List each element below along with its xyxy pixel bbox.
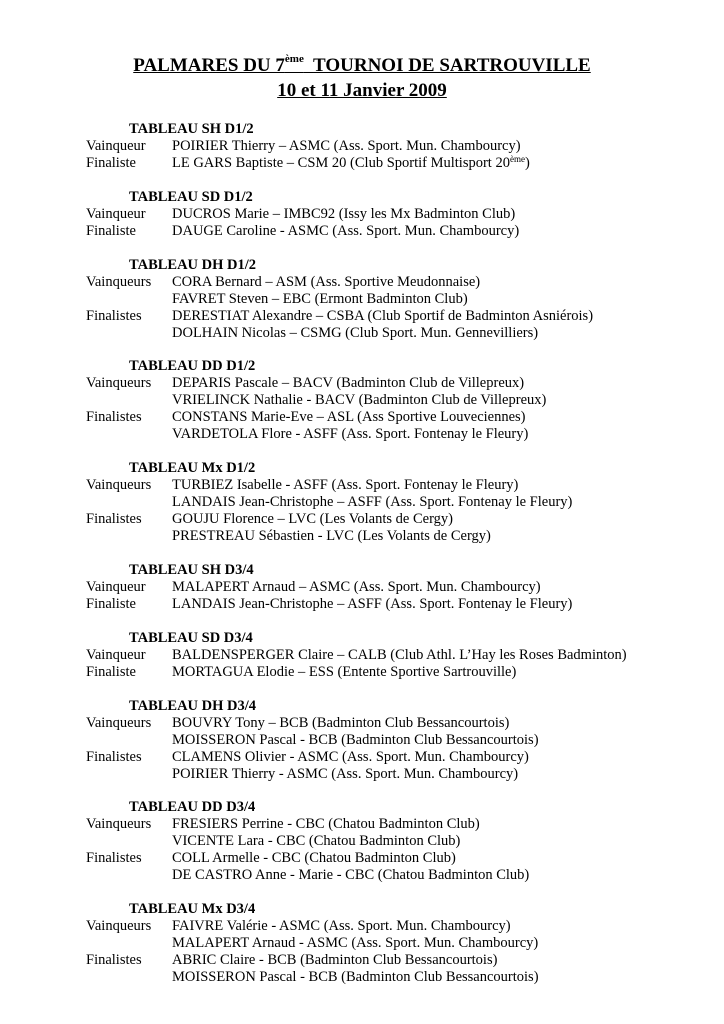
result-row bbox=[86, 375, 706, 392]
result-row bbox=[86, 935, 706, 952]
results-section bbox=[86, 257, 706, 342]
result-entry bbox=[172, 155, 706, 172]
result-entry bbox=[172, 206, 706, 223]
entry-text: DEPARIS Pascale – BACV (Badminton Club de Villepreux) bbox=[172, 375, 525, 392]
entry-text: CLAMENS Olivier - ASMC (Ass. Sport. Mun. Chambourcy) bbox=[172, 748, 529, 765]
section-title: TABLEAU Mx D1/2 bbox=[129, 460, 256, 477]
result-role bbox=[86, 325, 172, 342]
entry-text: DE CASTRO Anne - Marie - CBC (Chatou Badminton Club) bbox=[172, 867, 530, 884]
title-prefix: PALMARES DU 7 bbox=[133, 55, 285, 76]
result-row bbox=[86, 918, 706, 935]
entry-text: MALAPERT Arnaud – ASMC (Ass. Sport. Mun. Chambourcy) bbox=[172, 578, 541, 595]
result-entry bbox=[172, 409, 706, 426]
result-role: Vainqueurs bbox=[86, 477, 152, 494]
entry-text: PRESTREAU Sébastien - LVC (Les Volants de Cergy) bbox=[172, 528, 491, 545]
result-row bbox=[86, 511, 706, 528]
results-section bbox=[86, 189, 706, 240]
entry-text: LE GARS Baptiste – CSM 20 (Club Sportif Multisport 20 bbox=[172, 155, 510, 171]
entry-text: FAVRET Steven – EBC (Ermont Badminton Club) bbox=[172, 290, 468, 307]
result-role: Finalistes bbox=[86, 511, 142, 528]
result-entry bbox=[172, 749, 706, 766]
result-entry bbox=[172, 850, 706, 867]
result-row bbox=[86, 969, 706, 986]
result-entry bbox=[172, 969, 706, 986]
section-title: TABLEAU SD D1/2 bbox=[129, 188, 253, 205]
results-section bbox=[86, 901, 706, 986]
result-row bbox=[86, 138, 706, 155]
result-entry bbox=[172, 732, 706, 749]
result-entry bbox=[172, 596, 706, 613]
result-role bbox=[86, 867, 172, 884]
title-suffix: TOURNOI DE SARTROUVILLE bbox=[313, 55, 591, 76]
document-date: 10 et 11 Janvier 2009 bbox=[277, 80, 447, 101]
entry-text: BOUVRY Tony – BCB (Badminton Club Bessancourtois) bbox=[172, 714, 510, 731]
results-section bbox=[86, 358, 706, 443]
entry-text: VARDETOLA Flore - ASFF (Ass. Sport. Fontenay le Fleury) bbox=[172, 426, 529, 443]
entry-text: GOUJU Florence – LVC (Les Volants de Cergy) bbox=[172, 511, 453, 528]
entry-text: POIRIER Thierry – ASMC (Ass. Sport. Mun. Chambourcy) bbox=[172, 138, 521, 154]
result-row bbox=[86, 206, 706, 223]
result-entry bbox=[172, 833, 706, 850]
section-title: TABLEAU DD D1/2 bbox=[129, 358, 256, 375]
result-row bbox=[86, 732, 706, 749]
result-entry bbox=[172, 511, 706, 528]
result-entry bbox=[172, 308, 706, 325]
result-row bbox=[86, 308, 706, 325]
result-entry bbox=[172, 426, 706, 443]
result-role bbox=[86, 291, 172, 308]
result-role: Vainqueurs bbox=[86, 375, 152, 392]
entry-text: MALAPERT Arnaud - ASMC (Ass. Sport. Mun. Chambourcy) bbox=[172, 935, 539, 952]
result-role: Vainqueurs bbox=[86, 273, 152, 290]
result-role: Vainqueur bbox=[86, 646, 146, 663]
result-entry bbox=[172, 579, 706, 596]
results-section bbox=[86, 121, 706, 172]
result-row bbox=[86, 223, 706, 240]
section-title: TABLEAU SH D3/4 bbox=[129, 561, 254, 578]
entry-superscript: ème bbox=[509, 154, 525, 164]
result-row bbox=[86, 766, 706, 783]
result-entry bbox=[172, 375, 706, 392]
results-section bbox=[86, 460, 706, 545]
result-row bbox=[86, 850, 706, 867]
section-title: TABLEAU DD D3/4 bbox=[129, 799, 256, 816]
entry-text: LANDAIS Jean-Christophe – ASFF (Ass. Sport. Fontenay le Fleury) bbox=[172, 494, 573, 511]
result-row bbox=[86, 155, 706, 172]
result-role: Finaliste bbox=[86, 222, 136, 239]
result-role bbox=[86, 426, 172, 443]
entry-text: MORTAGUA Elodie – ESS (Entente Sportive Sartrouville) bbox=[172, 663, 517, 680]
entry-text: MOISSERON Pascal - BCB (Badminton Club Bessancourtois) bbox=[172, 969, 539, 986]
result-role: Vainqueur bbox=[86, 138, 146, 154]
result-role: Finalistes bbox=[86, 952, 142, 969]
result-role bbox=[86, 494, 172, 511]
result-row bbox=[86, 816, 706, 833]
result-role: Vainqueurs bbox=[86, 816, 152, 833]
result-entry bbox=[172, 494, 706, 511]
result-role bbox=[86, 766, 172, 783]
result-role: Finaliste bbox=[86, 595, 136, 612]
entry-text: DERESTIAT Alexandre – CSBA (Club Sportif de Badminton Asniérois) bbox=[172, 307, 594, 324]
result-entry bbox=[172, 647, 706, 664]
result-row bbox=[86, 833, 706, 850]
result-row bbox=[86, 477, 706, 494]
result-role bbox=[86, 833, 172, 850]
result-row bbox=[86, 274, 706, 291]
result-entry bbox=[172, 477, 706, 494]
result-role bbox=[86, 528, 172, 545]
result-row bbox=[86, 596, 706, 613]
entry-text: TURBIEZ Isabelle - ASFF (Ass. Sport. Fontenay le Fleury) bbox=[172, 477, 519, 494]
result-role: Finalistes bbox=[86, 748, 142, 765]
result-role: Finalistes bbox=[86, 307, 142, 324]
result-role: Vainqueurs bbox=[86, 714, 152, 731]
result-row bbox=[86, 494, 706, 511]
entry-text: FAIVRE Valérie - ASMC (Ass. Sport. Mun. Chambourcy) bbox=[172, 918, 511, 935]
document-title bbox=[0, 54, 724, 78]
result-entry bbox=[172, 952, 706, 969]
section-title: TABLEAU DH D1/2 bbox=[129, 256, 257, 273]
result-entry bbox=[172, 223, 706, 240]
section-title: TABLEAU DH D3/4 bbox=[129, 697, 257, 714]
result-role: Vainqueur bbox=[86, 578, 146, 595]
result-role: Finaliste bbox=[86, 155, 136, 171]
result-entry bbox=[172, 528, 706, 545]
entry-text: DAUGE Caroline - ASMC (Ass. Sport. Mun. Chambourcy) bbox=[172, 222, 520, 239]
results-section bbox=[86, 562, 706, 613]
section-title: TABLEAU Mx D3/4 bbox=[129, 901, 256, 918]
entry-text-end: ) bbox=[524, 155, 530, 171]
section-title: TABLEAU SD D3/4 bbox=[129, 629, 253, 646]
results-section bbox=[86, 630, 706, 681]
result-row bbox=[86, 867, 706, 884]
result-role bbox=[86, 392, 172, 409]
result-row bbox=[86, 749, 706, 766]
result-entry bbox=[172, 392, 706, 409]
entry-text: COLL Armelle - CBC (Chatou Badminton Club) bbox=[172, 850, 456, 867]
result-row bbox=[86, 392, 706, 409]
result-role: Vainqueur bbox=[86, 205, 146, 222]
result-role: Vainqueurs bbox=[86, 918, 152, 935]
result-row bbox=[86, 426, 706, 443]
title-superscript: ème bbox=[284, 53, 304, 65]
result-row bbox=[86, 579, 706, 596]
entry-text: CORA Bernard – ASM (Ass. Sportive Meudonnaise) bbox=[172, 273, 481, 290]
result-entry bbox=[172, 935, 706, 952]
result-entry bbox=[172, 715, 706, 732]
result-entry bbox=[172, 816, 706, 833]
result-entry bbox=[172, 918, 706, 935]
result-row bbox=[86, 664, 706, 681]
entry-text: ABRIC Claire - BCB (Badminton Club Bessancourtois) bbox=[172, 952, 498, 969]
result-role: Finalistes bbox=[86, 409, 142, 426]
entry-text: POIRIER Thierry - ASMC (Ass. Sport. Mun. Chambourcy) bbox=[172, 765, 519, 782]
result-row bbox=[86, 291, 706, 308]
result-role: Finalistes bbox=[86, 850, 142, 867]
result-entry bbox=[172, 138, 706, 155]
entry-text: VICENTE Lara - CBC (Chatou Badminton Club) bbox=[172, 833, 461, 850]
result-row bbox=[86, 325, 706, 342]
entry-text: FRESIERS Perrine - CBC (Chatou Badminton Club) bbox=[172, 816, 480, 833]
results-list bbox=[86, 121, 706, 1003]
entry-text: BALDENSPERGER Claire – CALB (Club Athl. L’Hay les Roses Badminton) bbox=[172, 646, 627, 663]
result-entry bbox=[172, 325, 706, 342]
entry-text: MOISSERON Pascal - BCB (Badminton Club Bessancourtois) bbox=[172, 731, 539, 748]
result-row bbox=[86, 952, 706, 969]
result-entry bbox=[172, 274, 706, 291]
section-title: TABLEAU SH D1/2 bbox=[129, 121, 254, 137]
result-role bbox=[86, 732, 172, 749]
result-row bbox=[86, 409, 706, 426]
entry-text: VRIELINCK Nathalie - BACV (Badminton Club de Villepreux) bbox=[172, 392, 547, 409]
result-row bbox=[86, 528, 706, 545]
result-role bbox=[86, 969, 172, 986]
entry-text: LANDAIS Jean-Christophe – ASFF (Ass. Sport. Fontenay le Fleury) bbox=[172, 595, 573, 612]
entry-text: DUCROS Marie – IMBC92 (Issy les Mx Badminton Club) bbox=[172, 205, 516, 222]
result-entry bbox=[172, 664, 706, 681]
result-entry bbox=[172, 291, 706, 308]
result-row bbox=[86, 715, 706, 732]
entry-text: CONSTANS Marie-Eve – ASL (Ass Sportive Louveciennes) bbox=[172, 409, 526, 426]
result-entry bbox=[172, 867, 706, 884]
result-role bbox=[86, 935, 172, 952]
entry-text: DOLHAIN Nicolas – CSMG (Club Sport. Mun. Gennevilliers) bbox=[172, 324, 539, 341]
result-role: Finaliste bbox=[86, 663, 136, 680]
results-section bbox=[86, 698, 706, 783]
results-section bbox=[86, 799, 706, 884]
result-entry bbox=[172, 766, 706, 783]
result-row bbox=[86, 647, 706, 664]
